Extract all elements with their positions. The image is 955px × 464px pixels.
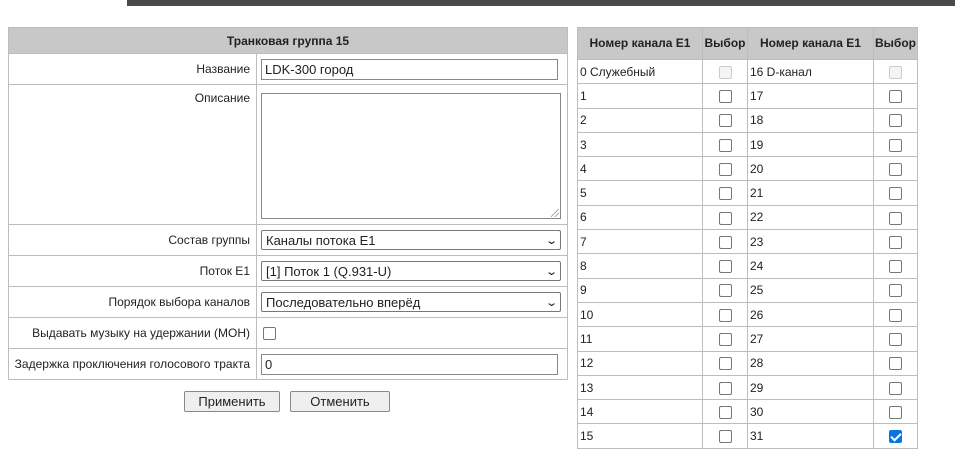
table-row xyxy=(578,302,918,326)
channel-checkbox[interactable] xyxy=(889,382,902,395)
channel-number: 24 xyxy=(748,254,874,278)
channel-select-cell xyxy=(874,375,918,399)
channel-checkbox[interactable] xyxy=(889,187,902,200)
channel-number: 15 xyxy=(578,424,703,448)
delay-input[interactable]: 0 xyxy=(261,354,558,375)
channel-checkbox[interactable] xyxy=(719,212,732,225)
channel-number: 22 xyxy=(748,205,874,229)
channel-checkbox[interactable] xyxy=(719,163,732,176)
channel-checkbox[interactable] xyxy=(889,236,902,249)
channel-number: 18 xyxy=(748,108,874,132)
col-header-select-2: Выбор xyxy=(874,28,918,60)
table-row xyxy=(578,254,918,278)
channel-select-cell xyxy=(874,84,918,108)
channel-select-cell xyxy=(874,181,918,205)
composition-label: Состав группы xyxy=(9,225,257,256)
trunk-group-form xyxy=(8,27,568,380)
channel-number: 17 xyxy=(748,84,874,108)
channel-checkbox xyxy=(719,66,732,79)
moh-checkbox[interactable] xyxy=(263,327,276,340)
table-row xyxy=(578,400,918,424)
channel-checkbox[interactable] xyxy=(719,260,732,273)
table-row xyxy=(578,84,918,108)
table-row xyxy=(578,60,918,84)
channel-number: 27 xyxy=(748,327,874,351)
channel-checkbox[interactable] xyxy=(889,309,902,322)
channel-select-cell xyxy=(874,157,918,181)
chevron-down-icon: ⌄ xyxy=(544,234,558,247)
channel-checkbox[interactable] xyxy=(719,187,732,200)
channel-select-cell xyxy=(703,424,748,448)
channel-checkbox[interactable] xyxy=(719,333,732,346)
chevron-down-icon: ⌄ xyxy=(544,265,558,278)
channel-select-cell xyxy=(874,351,918,375)
channel-select-cell xyxy=(703,302,748,326)
channel-select-cell xyxy=(703,132,748,156)
order-select[interactable]: Последовательно вперёд ⌄ xyxy=(261,292,561,312)
apply-button[interactable]: Применить xyxy=(184,391,280,412)
chevron-down-icon: ⌄ xyxy=(544,296,558,309)
channel-checkbox[interactable] xyxy=(889,406,902,419)
channel-select-cell xyxy=(703,181,748,205)
channel-checkbox[interactable] xyxy=(719,382,732,395)
channel-checkbox[interactable] xyxy=(719,430,732,443)
channel-checkbox[interactable] xyxy=(719,284,732,297)
table-row xyxy=(578,205,918,229)
channel-number: 28 xyxy=(748,351,874,375)
channel-number: 26 xyxy=(748,302,874,326)
table-row xyxy=(578,132,918,156)
channel-select-cell xyxy=(874,327,918,351)
channel-checkbox[interactable] xyxy=(889,260,902,273)
channel-number: 11 xyxy=(578,327,703,351)
channel-number: 4 xyxy=(578,157,703,181)
channel-select-cell xyxy=(703,84,748,108)
channel-select-cell xyxy=(874,205,918,229)
channel-checkbox[interactable] xyxy=(719,139,732,152)
channel-select-cell xyxy=(874,60,918,84)
channel-number: 14 xyxy=(578,400,703,424)
channel-number: 7 xyxy=(578,230,703,254)
col-header-select: Выбор xyxy=(703,28,748,60)
channel-number: 5 xyxy=(578,181,703,205)
cancel-button[interactable]: Отменить xyxy=(290,391,390,412)
table-row xyxy=(578,327,918,351)
channel-number: 8 xyxy=(578,254,703,278)
channel-number: 9 xyxy=(578,278,703,302)
channel-select-cell xyxy=(874,302,918,326)
channel-number: 30 xyxy=(748,400,874,424)
channel-number: 20 xyxy=(748,157,874,181)
table-row xyxy=(578,181,918,205)
channel-checkbox[interactable] xyxy=(889,284,902,297)
table-row xyxy=(578,278,918,302)
table-row xyxy=(578,108,918,132)
channel-number: 3 xyxy=(578,132,703,156)
channel-checkbox[interactable] xyxy=(889,163,902,176)
composition-select[interactable]: Каналы потока E1 ⌄ xyxy=(261,230,561,250)
form-title: Транковая группа 15 xyxy=(9,28,568,54)
channel-number: 29 xyxy=(748,375,874,399)
name-label: Название xyxy=(9,54,257,85)
channel-checkbox xyxy=(889,66,902,79)
channels-table xyxy=(577,27,918,449)
stream-select[interactable]: [1] Поток 1 (Q.931-U) ⌄ xyxy=(261,261,561,281)
channel-number: 31 xyxy=(748,424,874,448)
channel-number: 2 xyxy=(578,108,703,132)
channel-select-cell xyxy=(874,400,918,424)
channel-number: 1 xyxy=(578,84,703,108)
channel-number: 12 xyxy=(578,351,703,375)
channel-select-cell xyxy=(874,278,918,302)
channel-checkbox[interactable] xyxy=(889,139,902,152)
channel-select-cell xyxy=(703,60,748,84)
channel-checkbox[interactable] xyxy=(719,357,732,370)
channel-select-cell xyxy=(703,278,748,302)
channel-checkbox[interactable] xyxy=(719,90,732,103)
channel-select-cell xyxy=(874,230,918,254)
top-bar xyxy=(127,0,955,6)
col-header-number: Номер канала E1 xyxy=(578,28,703,60)
channel-checkbox[interactable] xyxy=(889,333,902,346)
table-row xyxy=(578,157,918,181)
channel-number: 25 xyxy=(748,278,874,302)
channel-select-cell xyxy=(703,327,748,351)
channel-select-cell xyxy=(703,400,748,424)
order-label: Порядок выбора каналов xyxy=(9,287,257,318)
channel-number: 6 xyxy=(578,205,703,229)
channel-select-cell xyxy=(874,108,918,132)
table-row xyxy=(578,375,918,399)
channel-select-cell xyxy=(874,132,918,156)
name-input[interactable]: LDK-300 город xyxy=(261,59,558,80)
channel-number: 10 xyxy=(578,302,703,326)
description-textarea[interactable] xyxy=(261,93,561,219)
channel-checkbox[interactable] xyxy=(889,114,902,127)
channel-number: 19 xyxy=(748,132,874,156)
channel-select-cell xyxy=(703,205,748,229)
description-label: Описание xyxy=(9,85,257,225)
channel-checkbox[interactable] xyxy=(719,236,732,249)
channel-checkbox[interactable] xyxy=(889,212,902,225)
form-buttons xyxy=(184,391,390,412)
channel-select-cell xyxy=(703,351,748,375)
channel-number: 21 xyxy=(748,181,874,205)
channel-checkbox[interactable] xyxy=(889,430,902,443)
table-row xyxy=(578,351,918,375)
col-header-number-2: Номер канала E1 xyxy=(748,28,874,60)
channel-select-cell xyxy=(703,157,748,181)
channel-checkbox[interactable] xyxy=(719,309,732,322)
channel-select-cell xyxy=(703,230,748,254)
channel-checkbox[interactable] xyxy=(889,357,902,370)
channel-select-cell xyxy=(703,108,748,132)
delay-label: Задержка проключения голосового тракта xyxy=(9,349,257,380)
table-row xyxy=(578,424,918,448)
moh-label: Выдавать музыку на удержании (MOH) xyxy=(9,318,257,349)
resize-handle-icon[interactable] xyxy=(551,209,559,217)
channel-select-cell xyxy=(703,375,748,399)
channel-number: 16 D-канал xyxy=(748,60,874,84)
channel-checkbox[interactable] xyxy=(719,406,732,419)
table-row xyxy=(578,230,918,254)
channel-checkbox[interactable] xyxy=(889,90,902,103)
channel-select-cell xyxy=(874,424,918,448)
channel-select-cell xyxy=(703,254,748,278)
stream-label: Поток E1 xyxy=(9,256,257,287)
channel-number: 0 Служебный xyxy=(578,60,703,84)
channel-number: 13 xyxy=(578,375,703,399)
channel-checkbox[interactable] xyxy=(719,114,732,127)
channel-select-cell xyxy=(874,254,918,278)
channel-number: 23 xyxy=(748,230,874,254)
